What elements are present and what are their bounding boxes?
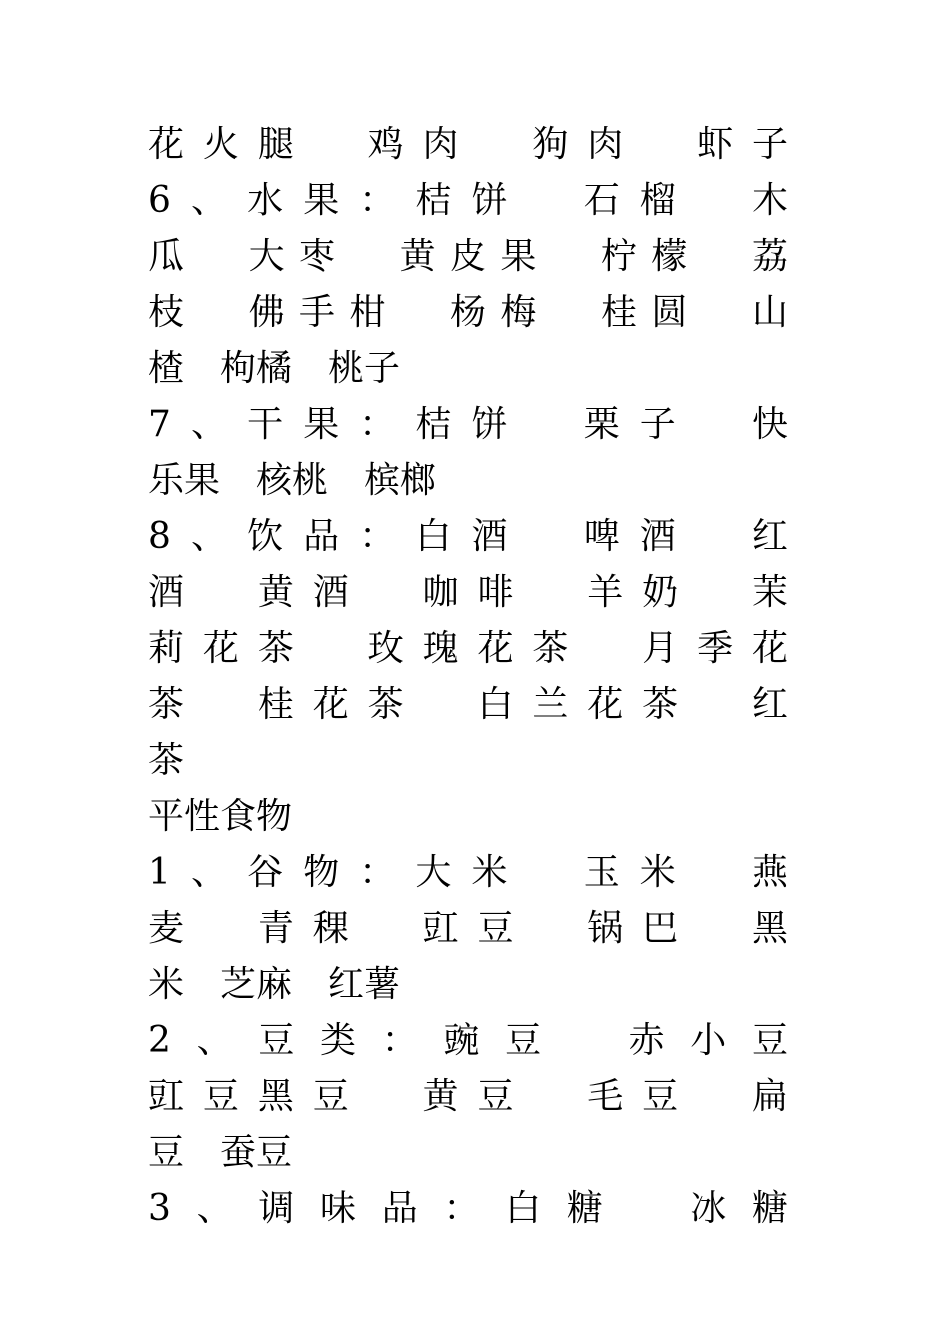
section-heading: 平性食物 xyxy=(148,796,293,837)
text-line: 3、调味品：白糖 冰糖 xyxy=(148,1188,788,1229)
text-line: 6、水果：桔饼 石榴 木 xyxy=(148,180,788,221)
text-line: 茶 桂花茶 白兰花茶 红 xyxy=(148,684,788,725)
text-line: 麦 青稞 豇豆 锅巴 黑 xyxy=(148,908,788,949)
document-body xyxy=(148,117,788,1237)
text-line: 茶 xyxy=(148,740,185,781)
text-line: 枝 佛手柑 杨梅 桂圆 山 xyxy=(148,292,788,333)
text-line: 米 芝麻 红薯 xyxy=(148,964,401,1005)
text-line: 豇豆黑豆 黄豆 毛豆 扁 xyxy=(148,1076,788,1117)
text-line: 瓜 大枣 黄皮果 柠檬 荔 xyxy=(148,236,788,277)
text-line: 乐果 核桃 槟榔 xyxy=(148,460,437,501)
text-line: 花火腿 鸡肉 狗肉 虾子 xyxy=(148,124,788,165)
text-line: 酒 黄酒 咖啡 羊奶 茉 xyxy=(148,572,788,613)
text-line: 莉花茶 玫瑰花茶 月季花 xyxy=(148,628,788,669)
text-line: 豆 蚕豆 xyxy=(148,1132,293,1173)
text-line: 1、谷物：大米 玉米 燕 xyxy=(148,852,788,893)
text-line: 2、豆类：豌豆 赤小豆 xyxy=(148,1020,788,1061)
text-line: 7、干果：桔饼 栗子 快 xyxy=(148,404,788,445)
text-line: 8、饮品：白酒 啤酒 红 xyxy=(148,516,788,557)
text-line: 楂 枸橘 桃子 xyxy=(148,348,401,389)
